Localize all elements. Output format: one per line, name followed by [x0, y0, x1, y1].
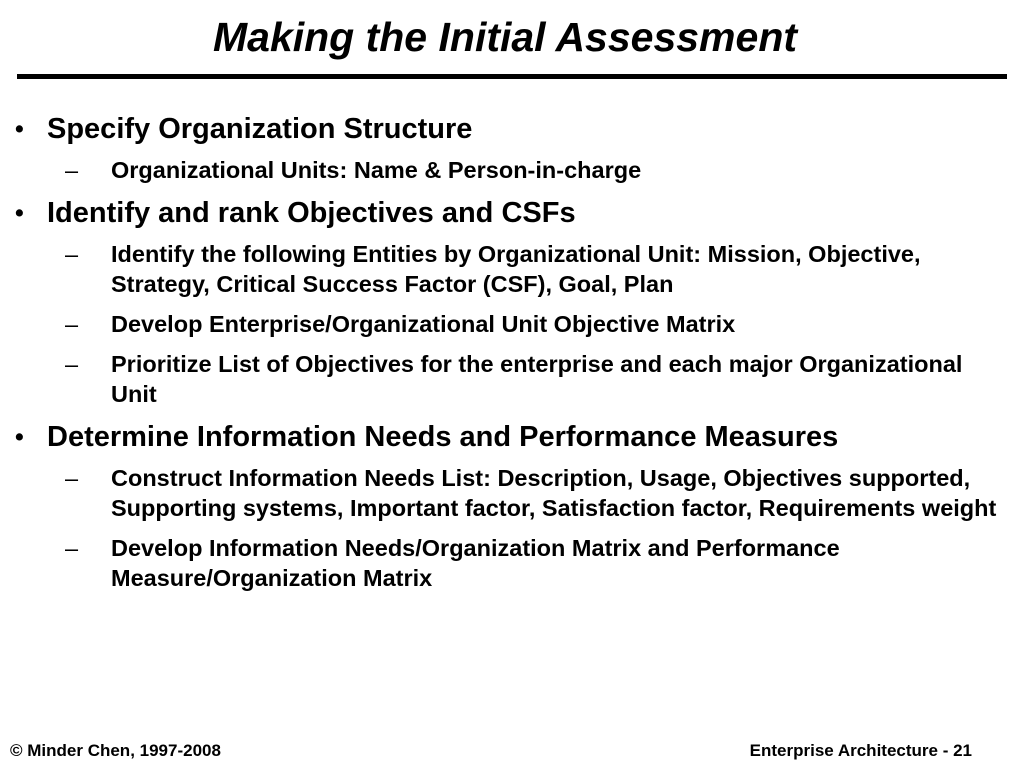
footer-page-label: Enterprise Architecture - 21	[749, 741, 972, 760]
bullet-item	[15, 419, 1024, 455]
bullet-item	[15, 111, 1024, 147]
slide-title: Making the Initial Assessment	[212, 14, 798, 60]
bullet-item	[15, 195, 1024, 231]
sub-bullet-item	[65, 309, 1011, 339]
bullet-glyph: •	[15, 199, 24, 227]
sub-bullet-item	[65, 239, 1011, 299]
sub-bullet-item	[65, 349, 1011, 409]
bullet-glyph: •	[15, 423, 24, 451]
sub-bullet-text: Prioritize List of Objectives for the enterprise and each major Organizational Unit	[111, 351, 963, 407]
dash-glyph: –	[65, 535, 79, 561]
bullet-text: Determine Information Needs and Performance Measures	[47, 421, 839, 453]
sub-bullet-item	[65, 533, 1011, 593]
dash-glyph: –	[65, 157, 79, 183]
dash-glyph: –	[65, 351, 79, 377]
sub-bullet-text: Organizational Units: Name & Person-in-charge	[111, 157, 642, 183]
sub-bullet-item	[65, 463, 1011, 523]
sub-bullet-text: Develop Enterprise/Organizational Unit Objective Matrix	[111, 311, 736, 337]
sub-bullet-text: Identify the following Entities by Organizational Unit: Mission, Objective, Strategy, Critical Success Factor (CSF), Goal, Plan	[111, 241, 921, 297]
bullet-text: Identify and rank Objectives and CSFs	[47, 197, 576, 229]
slide-content	[0, 108, 1024, 593]
bullet-glyph: •	[15, 115, 24, 143]
bullet-text: Specify Organization Structure	[47, 113, 473, 145]
sub-bullet-item	[65, 155, 1011, 185]
footer-copyright: © Minder Chen, 1997-2008	[10, 741, 221, 760]
title-divider	[17, 74, 1007, 79]
sub-bullet-text: Construct Information Needs List: Description, Usage, Objectives supported, Supporting systems, Important factor, Satisfaction factor, Requirements weight	[111, 465, 997, 521]
sub-bullet-text: Develop Information Needs/Organization Matrix and Performance Measure/Organization Matrix	[111, 535, 840, 591]
dash-glyph: –	[65, 311, 79, 337]
dash-glyph: –	[65, 241, 79, 267]
dash-glyph: –	[65, 465, 79, 491]
